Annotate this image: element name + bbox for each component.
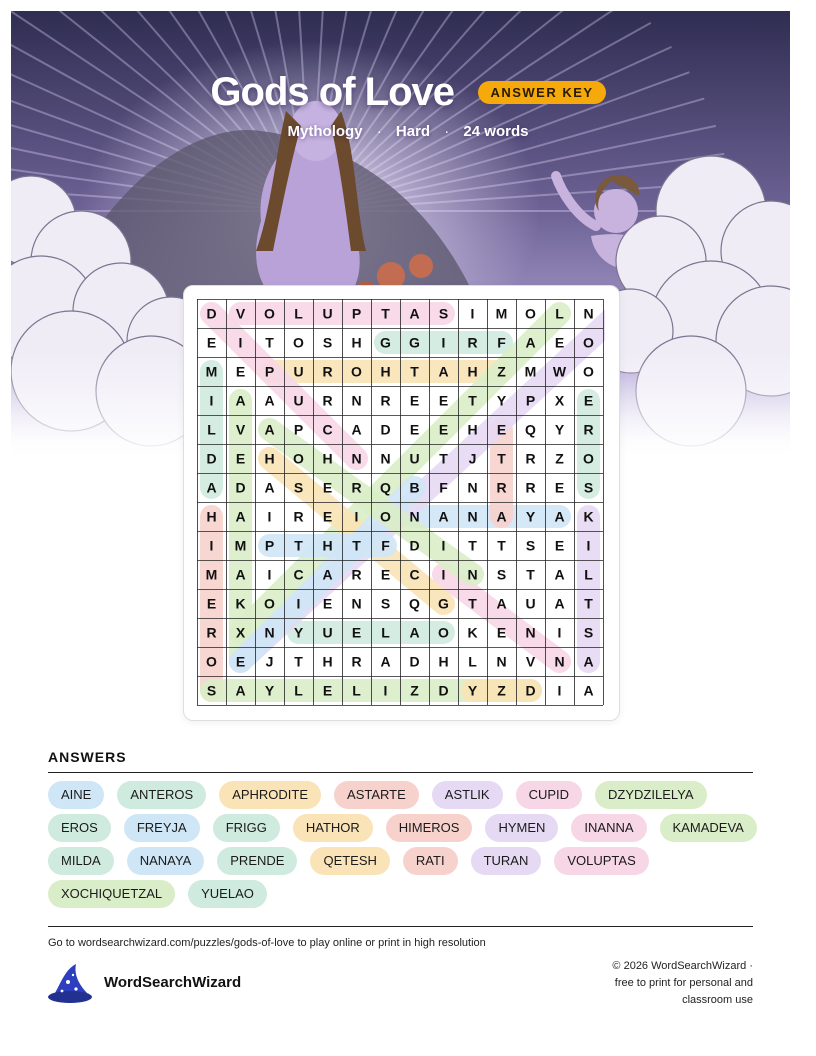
meta-separator: · [444, 123, 450, 140]
grid-cell[interactable]: A [351, 421, 362, 438]
grid-cell[interactable]: V [235, 421, 246, 438]
grid-cell[interactable]: E [322, 682, 333, 699]
meta-separator: · [376, 123, 382, 140]
grid-cell[interactable]: T [468, 537, 477, 554]
grid-cell[interactable]: R [496, 479, 507, 496]
grid-cell[interactable]: R [293, 508, 304, 525]
answer-chip-frigg: FRIGG [213, 814, 280, 842]
grid-cell[interactable]: P [293, 421, 304, 438]
grid-cell[interactable]: W [552, 363, 567, 380]
grid-cell[interactable]: H [467, 363, 478, 380]
grid-cell[interactable]: I [557, 682, 562, 699]
grid-cell[interactable]: R [583, 421, 594, 438]
answer-chip-qetesh: QETESH [310, 847, 389, 875]
answer-chip-voluptas: VOLUPTAS [554, 847, 648, 875]
grid-cell[interactable]: O [438, 624, 449, 641]
grid-cell[interactable]: H [467, 421, 478, 438]
grid-cell[interactable]: T [294, 537, 303, 554]
grid-cell[interactable]: E [583, 392, 594, 409]
grid-cell[interactable]: N [554, 653, 565, 670]
grid-cell[interactable]: S [206, 682, 217, 699]
grid-cell[interactable]: L [294, 305, 303, 322]
grid-cell[interactable]: F [497, 334, 506, 351]
grid-cell[interactable]: A [264, 392, 275, 409]
grid-cell[interactable]: N [525, 624, 536, 641]
grid-cell[interactable]: A [235, 392, 246, 409]
grid-cell[interactable]: T [526, 566, 535, 583]
grid-cell[interactable]: J [468, 450, 477, 467]
grid-cell[interactable]: A [409, 624, 420, 641]
grid-cell[interactable]: R [206, 624, 217, 641]
grid-cell[interactable]: D [235, 479, 246, 496]
grid-cell[interactable]: Q [409, 595, 420, 612]
grid-cell[interactable]: M [234, 537, 247, 554]
meta-difficulty: Hard [395, 123, 431, 140]
grid-cell[interactable]: P [264, 363, 275, 380]
grid-cell[interactable]: Z [410, 682, 419, 699]
grid-cell[interactable]: Q [525, 421, 536, 438]
grid-cell[interactable]: U [322, 624, 333, 641]
grid-cell[interactable]: M [205, 363, 218, 380]
grid-cell[interactable]: E [235, 363, 246, 380]
answer-chip-astarte: ASTARTE [334, 781, 419, 809]
answer-chip-prende: PRENDE [217, 847, 297, 875]
grid-cell[interactable]: O [293, 450, 304, 467]
grid-cell[interactable]: E [380, 566, 391, 583]
grid-cell[interactable]: A [206, 479, 217, 496]
grid-cell[interactable]: I [209, 537, 214, 554]
grid-cell[interactable]: O [583, 334, 594, 351]
grid-cell[interactable]: E [554, 537, 565, 554]
grid-cell[interactable]: Y [525, 508, 536, 525]
grid-cell[interactable]: U [409, 450, 420, 467]
answer-chip-himeros: HIMEROS [386, 814, 473, 842]
word-search-grid[interactable] [197, 299, 605, 707]
grid-cell[interactable]: I [557, 624, 562, 641]
grid-cell[interactable]: S [380, 595, 391, 612]
grid-cell[interactable]: C [409, 566, 420, 583]
grid-cell[interactable]: N [467, 566, 478, 583]
grid-cell[interactable]: S [438, 305, 449, 322]
grid-cell[interactable]: L [294, 682, 303, 699]
grid-cell[interactable]: S [583, 479, 594, 496]
grid-cell[interactable]: P [264, 537, 275, 554]
grid-cell[interactable]: I [383, 682, 388, 699]
grid-cell[interactable]: A [409, 305, 420, 322]
grid-cell[interactable]: N [380, 450, 391, 467]
grid-cell[interactable]: O [525, 305, 536, 322]
answers-divider [48, 772, 753, 773]
grid-cell[interactable]: E [206, 334, 217, 351]
grid-cell[interactable]: Z [555, 450, 564, 467]
grid-cell[interactable]: L [381, 624, 390, 641]
answer-chip-anteros: ANTEROS [117, 781, 206, 809]
grid-cell[interactable]: L [468, 653, 477, 670]
answer-chip-eros: EROS [48, 814, 111, 842]
grid-cell[interactable]: T [381, 305, 390, 322]
grid-cell[interactable]: E [554, 334, 565, 351]
grid-cell[interactable]: A [496, 508, 507, 525]
grid-cell[interactable]: R [351, 653, 362, 670]
grid-cell[interactable]: Y [554, 421, 565, 438]
grid-cell[interactable]: Q [380, 479, 391, 496]
grid-cell[interactable]: R [351, 479, 362, 496]
answer-chip-aine: AINE [48, 781, 104, 809]
grid-cell[interactable]: A [235, 682, 246, 699]
grid-cell[interactable]: F [439, 479, 448, 496]
grid-cell[interactable]: A [264, 479, 275, 496]
grid-cell[interactable]: O [264, 305, 275, 322]
grid-cell[interactable]: A [380, 653, 391, 670]
grid-cell[interactable]: H [322, 653, 333, 670]
grid-cell[interactable]: A [583, 653, 594, 670]
grid-cell[interactable]: F [381, 537, 390, 554]
grid-cell[interactable]: N [467, 479, 478, 496]
grid-cell[interactable]: L [352, 682, 361, 699]
answer-chip-turan: TURAN [471, 847, 542, 875]
grid-cell[interactable]: N [264, 624, 275, 641]
grid-cell[interactable]: N [351, 450, 362, 467]
grid-cell[interactable]: S [322, 334, 333, 351]
grid-cell[interactable]: I [441, 537, 446, 554]
grid-cell[interactable]: I [267, 566, 272, 583]
grid-cell[interactable]: H [264, 450, 275, 467]
grid-cell[interactable]: A [322, 566, 333, 583]
grid-cell[interactable]: E [554, 479, 565, 496]
grid-cell[interactable]: R [322, 392, 333, 409]
grid-cell[interactable]: O [351, 363, 362, 380]
grid-cell[interactable]: O [380, 508, 391, 525]
grid-cell[interactable]: G [409, 334, 420, 351]
grid-cell[interactable]: R [380, 392, 391, 409]
grid-cell[interactable]: E [322, 508, 333, 525]
answer-chip-yuelao: YUELAO [188, 880, 267, 908]
grid-cell[interactable]: M [205, 566, 218, 583]
grid-cell[interactable]: B [409, 479, 420, 496]
grid-cell[interactable]: H [351, 334, 362, 351]
grid-cell[interactable]: H [438, 653, 449, 670]
grid-cell[interactable]: U [322, 305, 333, 322]
grid-cell[interactable]: V [235, 305, 246, 322]
grid-cell[interactable]: K [583, 508, 594, 525]
copyright-line: classroom use [682, 994, 753, 1006]
grid-cell[interactable]: A [583, 682, 594, 699]
meta-category: Mythology [287, 123, 363, 140]
grid-cell[interactable]: N [409, 508, 420, 525]
grid-cell[interactable]: X [235, 624, 246, 641]
grid-cell[interactable]: M [495, 305, 508, 322]
meta-word-count: 24 words [463, 123, 529, 140]
grid-cell[interactable]: A [438, 508, 449, 525]
answer-chip-aphrodite: APHRODITE [219, 781, 321, 809]
grid-cell[interactable]: P [525, 392, 536, 409]
footer-divider [48, 926, 753, 927]
grid-cell[interactable]: O [583, 363, 594, 380]
grid-cell[interactable]: R [351, 566, 362, 583]
grid-cell[interactable]: Y [467, 682, 478, 699]
grid-cell[interactable]: E [235, 450, 246, 467]
grid-cell[interactable]: U [293, 392, 304, 409]
grid-cell[interactable]: R [525, 479, 536, 496]
grid-cell[interactable]: R [525, 450, 536, 467]
grid-cell[interactable]: Z [497, 682, 506, 699]
grid-cell[interactable]: H [322, 450, 333, 467]
grid-cell[interactable]: I [470, 305, 475, 322]
grid-cell[interactable]: M [524, 363, 537, 380]
grid-cell[interactable]: T [410, 363, 419, 380]
grid-cell[interactable]: O [583, 450, 594, 467]
grid-cell[interactable]: A [496, 595, 507, 612]
grid-cell[interactable]: C [293, 566, 304, 583]
grid-cell[interactable]: E [409, 421, 420, 438]
copyright-notice [573, 958, 753, 1009]
grid-cell[interactable]: O [206, 653, 217, 670]
grid-cell[interactable]: K [235, 595, 246, 612]
grid-cell[interactable]: N [351, 392, 362, 409]
grid-cell[interactable]: T [265, 334, 274, 351]
answer-chip-kamadeva: KAMADEVA [660, 814, 757, 842]
answer-chip-rati: RATI [403, 847, 458, 875]
grid-cell[interactable]: I [209, 392, 214, 409]
grid-cell[interactable]: L [584, 566, 593, 583]
grid-cell[interactable]: I [586, 537, 591, 554]
grid-cell[interactable]: S [293, 479, 304, 496]
grid-cell[interactable]: E [322, 479, 333, 496]
answers-list [48, 781, 758, 908]
answer-chip-dzydzilelya: DZYDZILELYA [595, 781, 706, 809]
grid-cell[interactable]: G [380, 334, 391, 351]
grid-cell[interactable]: L [555, 305, 564, 322]
grid-cell[interactable]: A [264, 421, 275, 438]
answer-chip-freyja: FREYJA [124, 814, 200, 842]
grid-cell[interactable]: T [439, 450, 448, 467]
grid-cell[interactable]: I [267, 508, 272, 525]
answer-chip-nanaya: NANAYA [127, 847, 205, 875]
copyright-line: © 2026 WordSearchWizard · [612, 960, 753, 972]
grid-cell[interactable]: Z [497, 363, 506, 380]
grid-cell[interactable]: G [438, 595, 449, 612]
answer-key-badge: ANSWER KEY [478, 81, 605, 104]
grid-cell[interactable]: I [441, 334, 446, 351]
grid-cell[interactable]: T [584, 595, 593, 612]
grid-cell[interactable]: N [351, 595, 362, 612]
puzzle-meta [0, 123, 816, 140]
grid-cell[interactable]: A [235, 566, 246, 583]
grid-cell[interactable]: T [497, 537, 506, 554]
puzzle-title: Gods of Love [210, 70, 454, 114]
grid-cell[interactable]: H [322, 537, 333, 554]
grid-cell[interactable]: E [206, 595, 217, 612]
grid-cell[interactable]: X [554, 392, 565, 409]
grid-cell[interactable]: A [235, 508, 246, 525]
grid-cell[interactable]: H [380, 363, 391, 380]
grid-cell[interactable]: I [354, 508, 359, 525]
grid-cell[interactable]: R [467, 334, 478, 351]
grid-cell[interactable]: E [351, 624, 362, 641]
grid-cell[interactable]: Y [293, 624, 304, 641]
grid-cell[interactable]: V [525, 653, 536, 670]
grid-cell[interactable]: D [525, 682, 536, 699]
copyright-line: free to print for personal and [614, 977, 753, 989]
answer-chip-inanna: INANNA [571, 814, 646, 842]
grid-cell[interactable]: E [409, 392, 420, 409]
grid-cell[interactable]: I [441, 566, 446, 583]
grid-cell[interactable]: N [496, 653, 507, 670]
grid-cell[interactable]: Y [264, 682, 275, 699]
grid-cell[interactable]: O [293, 334, 304, 351]
grid-cell[interactable]: P [351, 305, 362, 322]
grid-cell[interactable]: E [438, 421, 449, 438]
grid-cell[interactable]: Y [496, 392, 507, 409]
grid-cell[interactable]: D [206, 450, 217, 467]
grid-cell[interactable]: E [438, 392, 449, 409]
grid-cell[interactable]: D [206, 305, 217, 322]
grid-cell[interactable]: T [352, 537, 361, 554]
grid-cell[interactable]: A [554, 566, 565, 583]
grid-cell[interactable]: A [438, 363, 449, 380]
grid-cell[interactable]: D [438, 682, 449, 699]
grid-cell[interactable]: S [496, 566, 507, 583]
grid-cell[interactable]: E [496, 421, 507, 438]
answer-chip-cupid: CUPID [516, 781, 582, 809]
grid-cell[interactable]: E [235, 653, 246, 670]
grid-cell[interactable]: T [468, 595, 477, 612]
grid-cell[interactable]: O [264, 595, 275, 612]
grid-cell[interactable]: U [525, 595, 536, 612]
grid-cell[interactable]: D [380, 421, 391, 438]
grid-cell[interactable]: A [554, 508, 565, 525]
answer-chip-hymen: HYMEN [485, 814, 558, 842]
grid-cell[interactable]: A [554, 595, 565, 612]
answer-chip-xochiquetzal: XOCHIQUETZAL [48, 880, 175, 908]
grid-cell[interactable]: N [467, 508, 478, 525]
grid-cell[interactable]: T [294, 653, 303, 670]
grid-cell[interactable]: J [265, 653, 274, 670]
grid-cell[interactable]: E [496, 624, 507, 641]
grid-cell[interactable]: D [409, 537, 420, 554]
grid-cell[interactable]: L [207, 421, 216, 438]
grid-cell[interactable]: A [525, 334, 536, 351]
answer-chip-milda: MILDA [48, 847, 114, 875]
wizard-hat-icon[interactable] [46, 962, 94, 1004]
grid-cell[interactable]: I [296, 595, 301, 612]
grid-cell[interactable]: S [525, 537, 536, 554]
footer-instructions: Go to wordsearchwizard.com/puzzles/gods-of-love to play online or print in high resolution [48, 937, 486, 949]
grid-cell[interactable]: H [206, 508, 217, 525]
grid-cell[interactable]: T [468, 392, 477, 409]
answer-chip-hathor: HATHOR [293, 814, 373, 842]
brand-name[interactable]: WordSearchWizard [104, 974, 242, 991]
grid-cell[interactable]: T [497, 450, 506, 467]
answer-chip-astlik: ASTLIK [432, 781, 503, 809]
grid-cell[interactable]: N [583, 305, 594, 322]
answers-heading: ANSWERS [48, 749, 127, 765]
grid-cell[interactable]: E [322, 595, 333, 612]
grid-cell[interactable]: K [467, 624, 478, 641]
grid-cell[interactable]: U [293, 363, 304, 380]
grid-cell[interactable]: D [409, 653, 420, 670]
grid-cell[interactable]: R [322, 363, 333, 380]
grid-cell[interactable]: C [322, 421, 333, 438]
grid-cell[interactable]: S [583, 624, 594, 641]
grid-cell[interactable]: I [238, 334, 243, 351]
